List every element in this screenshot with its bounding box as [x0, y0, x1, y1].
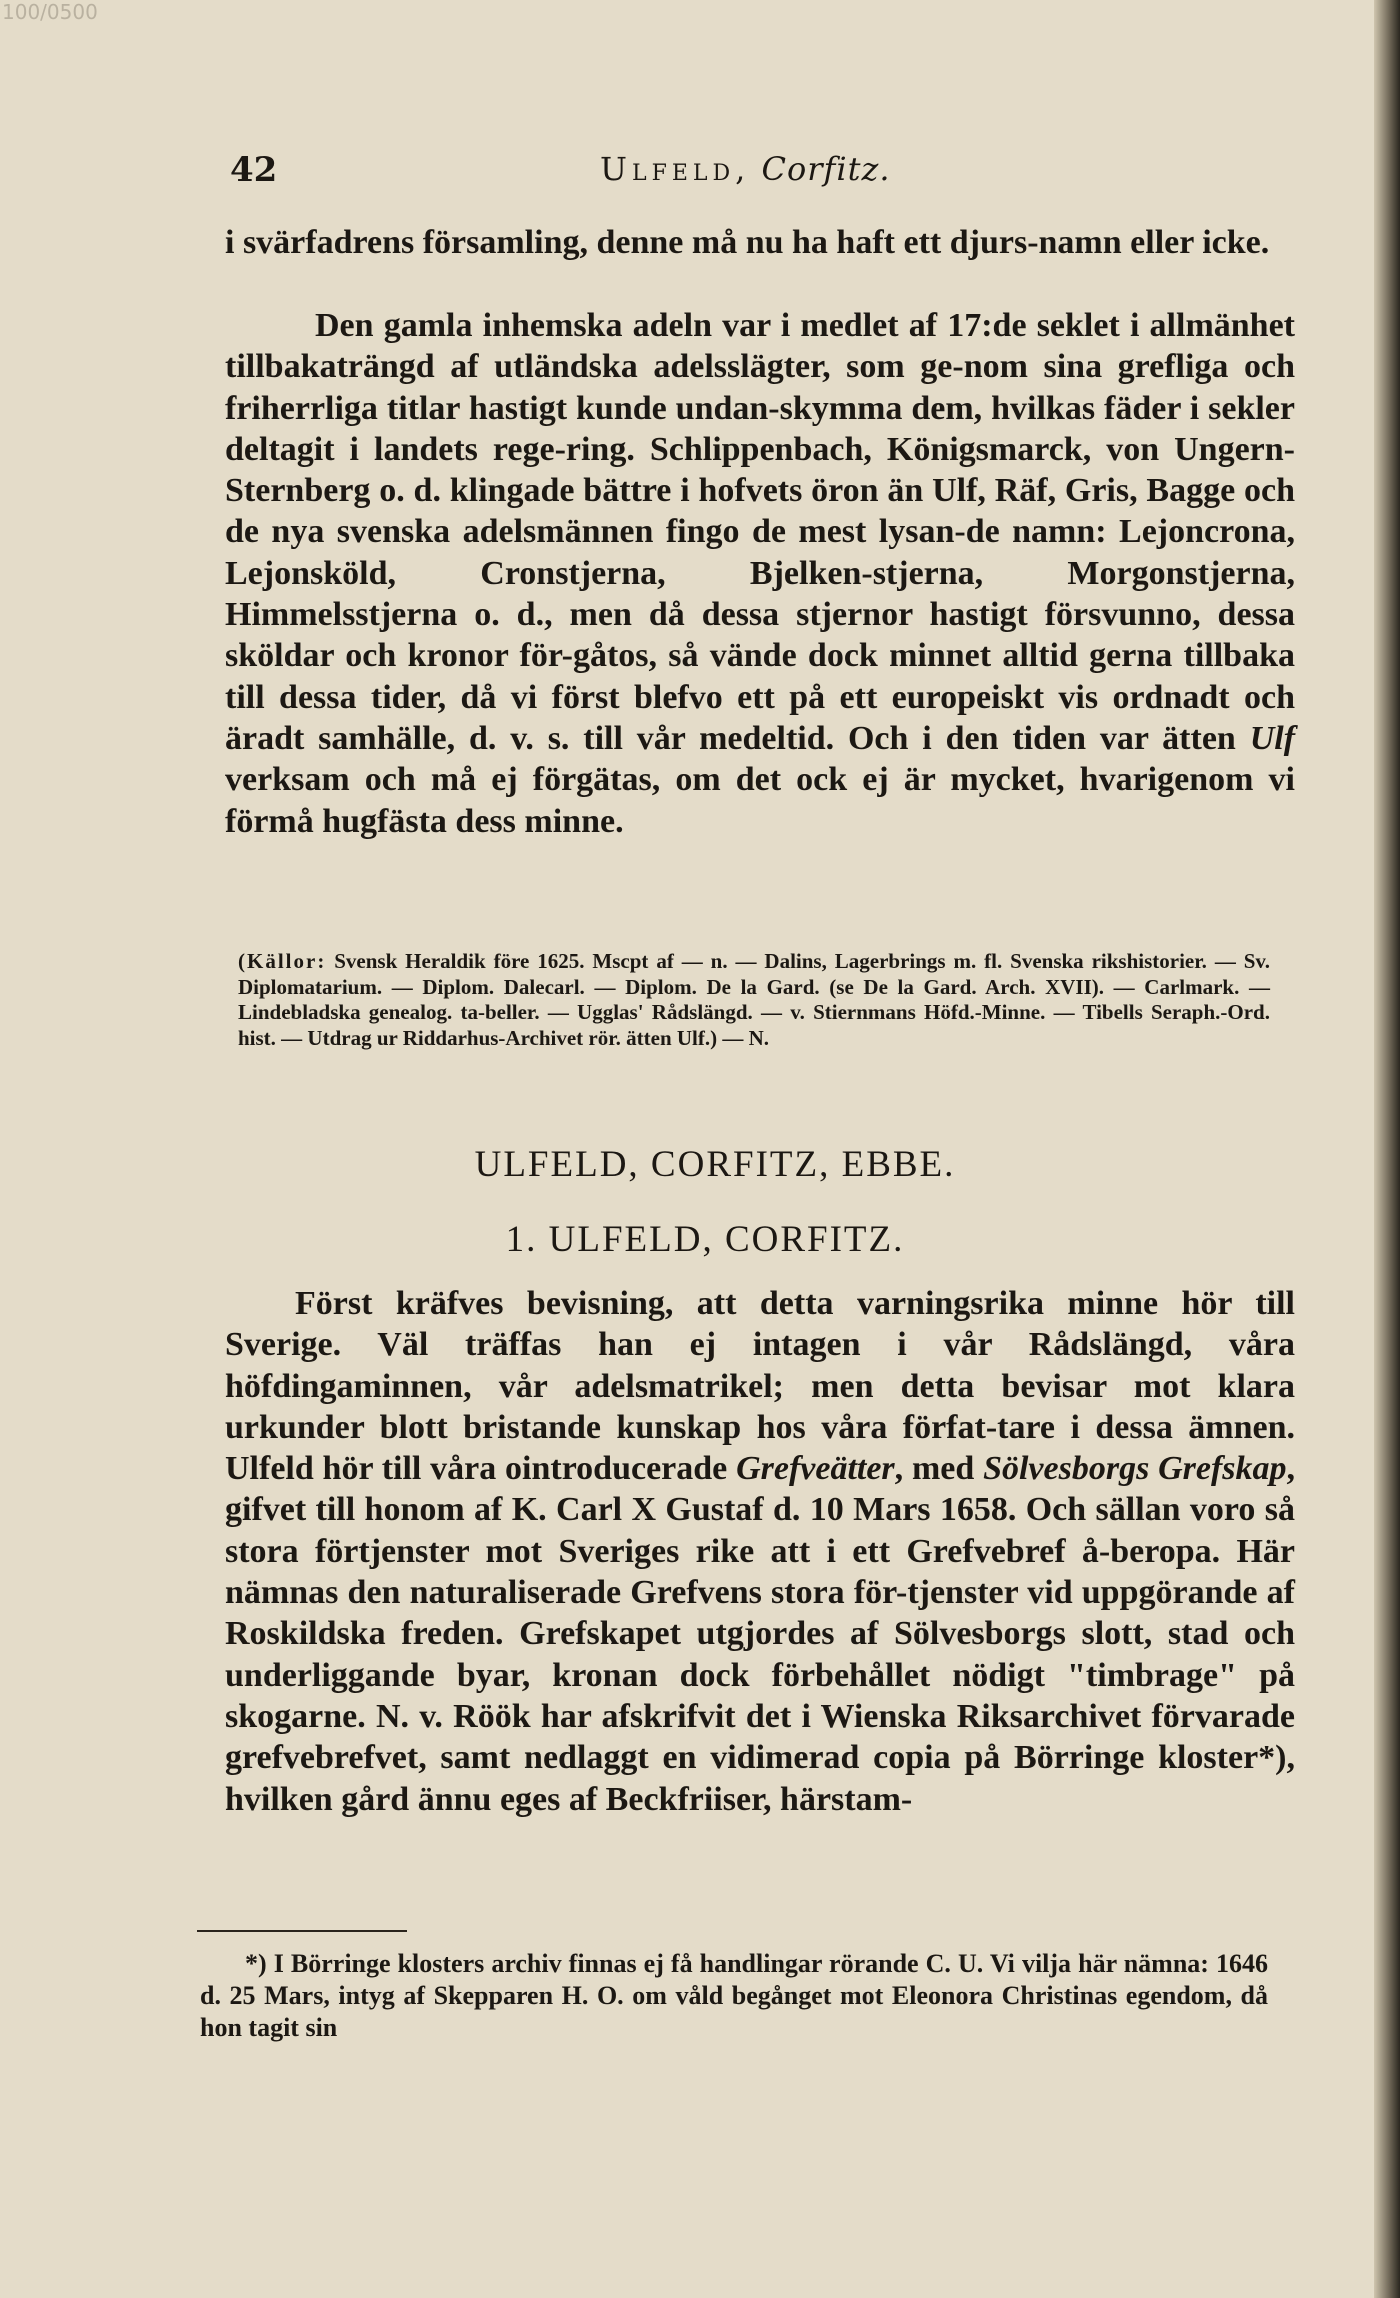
paragraph-corfitz-part-c: , gifvet till honom af K. Carl X Gustaf d. 10 Mars 1658. Och sällan voro så stora förtjenster mot Sveriges rike att i ett Grefvebref å-beropa. Här nämnas den naturaliserade Grefvens stora för-tjenster vid uppgörande af Roskildska freden. Grefskapet utgjordes af Sölvesborgs slott, stad och underliggande byar, kronan dock förbehållet nödigt "timbrage" på skogarne. N. v. Röök har afskrifvit det i Wienska Riksarchivet förvarade grefvebrefvet, samt nedlaggt en vidimerad copia på Börringe kloster*), hvilken gård ännu eges af Beckfriiser, härstam- — [225, 1450, 1296, 1818]
paragraph-corfitz-part-b: , med — [894, 1450, 975, 1488]
family-name-ulf: Ulf — [1249, 719, 1296, 757]
paragraph-old-nobility-end: verksam och må ej förgätas, om det ock ej är mycket, hvarigenom vi förmå hugfästa dess minne. — [225, 761, 1295, 840]
running-head — [600, 150, 891, 188]
paragraph-old-nobility-text: Den gamla inhemska adeln var i medlet af 17:de seklet i allmänhet tillbakaträngd af utländska adelsslägter, som ge-nom sina grefliga och friherrliga titlar hastigt kunde undan-skymma dem, hvilkas fäder i sekler deltagit i landets rege-ring. Schlippenbach, Königsmarck, von Ungern-Sternberg o. d. klingade bättre i hofvets öron än Ulf, Räf, Gris, Bagge och de nya svenska adelsmännen fingo de mest lysan-de namn: Lejoncrona, Lejonsköld, Cronstjerna, Bjelken-stjerna, Morgonstjerna, Himmelsstjerna o. d., men då dessa stjernor hastigt försvunno, dessa sköldar och kronor för-gåtos, så vände dock minnet alltid gerna tillbaka till dessa tider, då vi först blefvo ett på ett europeiskt vis ordnadt och äradt samhälle, d. v. s. till vår medeltid. Och i den tiden var ätten — [225, 307, 1295, 757]
sources-label: (Källor: — [238, 949, 327, 973]
page-edge-shadow — [1374, 0, 1400, 2298]
sources-text: Svensk Heraldik före 1625. Mscpt af — n. — Dalins, Lagerbrings m. fl. Svenska rikshistorier. — Sv. Diplomatarium. — Diplom. Dalecarl. — Diplom. De la Gard. (se De la Gard. Arch. XVII). — Carlmark. — Lindebladska genealog. ta-beller. — Ugglas' Rådslängd. — v. Stiernmans Höfd.-Minne. — Tibells Seraph.-Ord. hist. — Utdrag ur Riddarhus-Archivet rör. ätten Ulf.) — [238, 949, 1270, 1050]
paragraph-old-nobility — [225, 305, 1295, 842]
subsection-title: 1. ULFELD, CORFITZ. — [505, 1219, 905, 1260]
running-head-name: Ulfeld, — [600, 150, 751, 188]
footnote: *) I Börringe klosters archiv finnas ej få handlingar rörande C. U. Vi vilja här nämna: 1646 d. 25 Mars, intyg af Skepparen H. O. om våld begånget mot Eleonora Christinas egendom, då hon tagit sin — [200, 1949, 1268, 2042]
library-stamp: 100/0500 — [2, 0, 98, 24]
running-head-given-name: Corfitz. — [761, 150, 891, 188]
paragraph-continuation: i svärfadrens församling, denne må nu ha haft ett djurs-namn eller icke. — [225, 224, 1270, 261]
sources-signature: — N. — [722, 1025, 770, 1050]
sources-note — [238, 949, 1270, 1051]
footnote-divider — [197, 1930, 407, 1932]
paragraph-corfitz-part-a: Först kräfves bevisning, att detta varningsrika minne hör till Sverige. Väl träffas han ej intagen i vår Rådslängd, våra höfdingaminnen, vår adelsmatrikel; men detta bevisar mot klara urkunder blott bristande kunskap hos våra förfat-tare i dessa ämnen. Ulfeld hör till våra ointroducerade — [225, 1285, 1295, 1488]
term-solvesborgs-grefskap: Sölvesborgs Grefskap — [983, 1450, 1287, 1488]
page-header — [230, 150, 1300, 190]
page-number: 42 — [230, 150, 278, 190]
paragraph-corfitz — [225, 1283, 1295, 1820]
term-grefveatter: Grefveätter — [736, 1450, 895, 1488]
section-title: ULFELD, CORFITZ, EBBE. — [474, 1144, 956, 1185]
